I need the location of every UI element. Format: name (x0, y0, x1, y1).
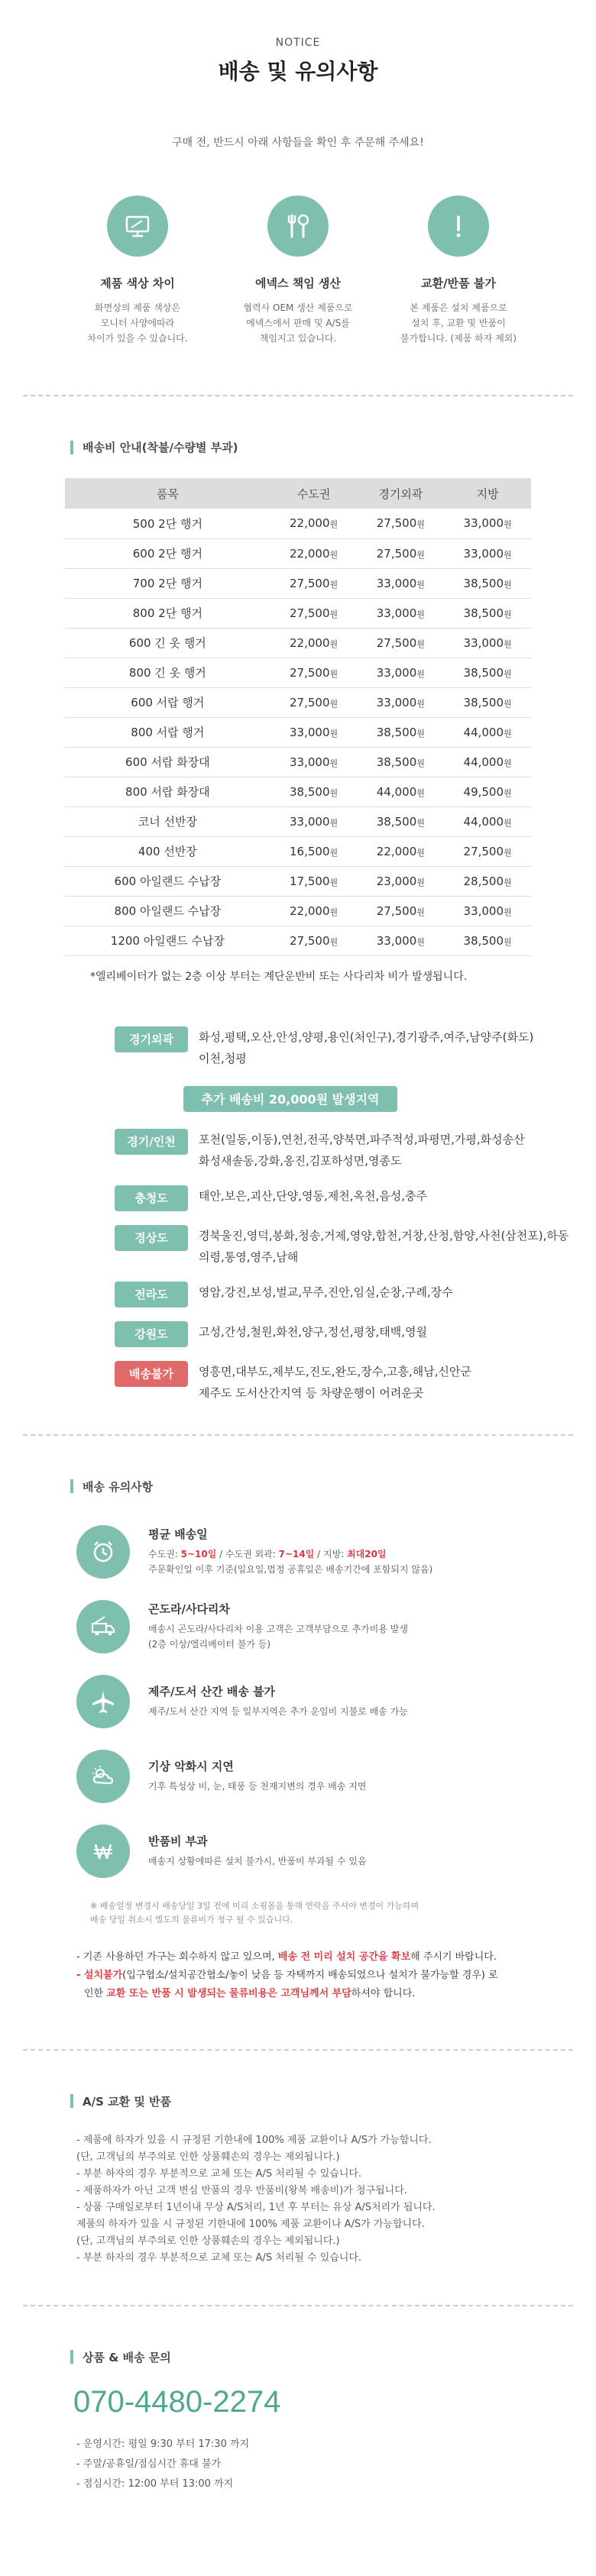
table-cell (65, 806, 270, 836)
cell-value: 600 서랍 행거 (131, 696, 205, 709)
phone-number[interactable]: 070-4480-2274 (73, 2384, 281, 2419)
page-subtitle: 구매 전, 반드시 아래 사항들을 확인 후 주문해 주세요! (172, 137, 424, 149)
desc-text: 주문확인일 이후 기준(일요일,법정 공휴일은 배송기간에 포함되지 않음) (148, 1564, 433, 1575)
cell-unit: 원 (416, 817, 425, 828)
caution-weather (76, 1750, 596, 1803)
cell-unit: 원 (504, 787, 512, 798)
cell-value: 700 2단 행거 (132, 577, 202, 590)
cell-value: 600 긴 옷 행거 (128, 636, 206, 650)
caution-title: 반품비 부과 (148, 1834, 208, 1848)
cell-value: 38,500 (376, 814, 417, 829)
title-bar (70, 2094, 73, 2108)
region-row (115, 1361, 573, 1404)
title-bar (70, 441, 73, 454)
cell-value: 16,500 (290, 844, 330, 858)
region-badge: 강원도 (115, 1321, 188, 1347)
as-line: 제품의 하자가 있을 시 규정된 기한내에 100% 제품 교환이나 A/S가 가능합니다. (76, 2218, 425, 2230)
caution-title: 기상 악화시 지연 (148, 1760, 234, 1773)
notice-header (0, 0, 596, 150)
airplane-icon (76, 1675, 130, 1728)
divider (23, 2305, 573, 2306)
cell-value: 22,000 (290, 516, 330, 531)
cell-unit: 원 (329, 638, 338, 649)
table-cell (270, 777, 358, 806)
as-line: - 제품하자가 아닌 고객 변심 반품의 경우 반품비(왕복 배송비)가 청구됩니다. (76, 2184, 407, 2196)
fee-section-title (70, 439, 596, 455)
cell-value: 38,500 (463, 665, 504, 680)
as-line: - 상품 구매일로부터 1년이내 무상 A/S처리, 1년 후 부터는 유상 A/S처리가 됩니다. (76, 2201, 436, 2213)
cell-unit: 원 (416, 758, 425, 768)
bullet-highlight: 배송 전 미리 설치 공간을 확보 (277, 1951, 411, 1963)
cell-value: 22,000 (290, 635, 330, 650)
region-row (115, 1321, 573, 1347)
table-row (65, 777, 531, 806)
table-cell (444, 509, 531, 538)
bullet-text: - 기존 사용하던 가구는 회수하지 않고 있으며, (76, 1951, 278, 1963)
table-cell (444, 747, 531, 777)
cell-value: 33,000 (376, 606, 417, 620)
cell-value: 27,500 (376, 546, 417, 561)
feature-desc: 본 제품은 설치 제품으로 설치 후, 교환 및 반품이 불가합니다. (제품 하자 제외) (400, 302, 517, 344)
cell-unit: 원 (504, 519, 512, 530)
feature-no-return (390, 196, 527, 346)
as-line: - 제품에 하자가 있을 시 규정된 기한내에 100% 제품 교환이나 A/S가 가능합니다. (76, 2134, 432, 2146)
cell-unit: 원 (416, 579, 425, 590)
caution-desc: 배송지 상황에따른 설치 불가시, 반품비 부과될 수 있음 (148, 1856, 367, 1867)
table-cell (357, 866, 444, 896)
cell-value: 49,500 (463, 784, 504, 799)
cell-value: 27,500 (290, 933, 330, 948)
cell-unit: 원 (329, 519, 338, 530)
as-section-title (70, 2093, 596, 2109)
region-text: 경북울진,영덕,봉화,청송,거제,영양,합천,거창,산청,함양,사천(삼천포),하동 의령,통영,영주,남해 (199, 1228, 569, 1264)
table-cell (270, 747, 358, 777)
cell-unit: 원 (504, 877, 512, 887)
contact-line: - 주말/공휴일/점심시간 휴대 불가 (76, 2458, 222, 2470)
table-cell (357, 777, 444, 806)
cell-unit: 원 (416, 877, 425, 887)
table-cell (65, 658, 270, 687)
table-cell (357, 896, 444, 926)
table-cell (357, 658, 444, 687)
bullet-highlight: - 설치불가 (76, 1969, 123, 1981)
cell-value: 27,500 (376, 635, 417, 650)
fee-section-title-text: 배송비 안내(착불/수량별 부과) (83, 441, 238, 454)
table-cell (357, 568, 444, 598)
table-row (65, 598, 531, 628)
cell-unit: 원 (504, 579, 512, 590)
bullet-text: (입구협소/설치공간협소/놓이 낮음 등 자택까지 배송되었으나 설치가 불가능할 경우) 로 (122, 1969, 498, 1981)
divider (23, 395, 573, 396)
cell-value: 44,000 (376, 784, 417, 799)
cell-unit: 원 (416, 638, 425, 649)
fee-table (65, 478, 531, 956)
table-cell (65, 598, 270, 628)
caution-section-title (70, 1479, 596, 1495)
cell-unit: 원 (504, 549, 512, 560)
cell-unit: 원 (329, 787, 338, 798)
cell-value: 600 아일랜드 수납장 (114, 874, 222, 888)
cell-value: 44,000 (463, 755, 504, 769)
cell-value: 38,500 (290, 784, 330, 799)
table-cell (357, 747, 444, 777)
cell-unit: 원 (329, 549, 338, 560)
cell-unit: 원 (416, 936, 425, 947)
cell-value: 800 서랍 행거 (131, 726, 205, 739)
table-cell (444, 806, 531, 836)
table-row (65, 717, 531, 747)
tools-icon (267, 196, 329, 257)
exclamation-icon (428, 196, 489, 257)
cell-value: 33,000 (376, 576, 417, 590)
cell-value: 33,000 (463, 546, 504, 561)
cell-value: 33,000 (463, 635, 504, 650)
cell-value: 38,500 (376, 725, 417, 739)
cell-value: 33,000 (376, 695, 417, 709)
cell-value: 38,500 (376, 755, 417, 769)
table-row (65, 568, 531, 598)
table-cell (444, 926, 531, 955)
table-cell (65, 896, 270, 926)
page-title: 배송 및 유의사항 (218, 59, 378, 84)
region-text: 포천(일동,이동),연천,전곡,양북면,파주적성,파평면,가평,화성송산 화성새솔동,강화,옹진,김포하성면,영종도 (199, 1132, 525, 1168)
cell-unit: 원 (504, 609, 512, 619)
cell-unit: 원 (504, 907, 512, 917)
table-cell (65, 836, 270, 866)
fee-note: *엘리베이터가 없는 2층 이상 부터는 계단운반비 또는 사다리차 비가 발생됩니다. (90, 970, 468, 983)
cell-value: 600 서랍 화장대 (125, 755, 210, 769)
cell-value: 28,500 (463, 874, 504, 888)
table-cell (65, 568, 270, 598)
bullet-highlight: 교환 또는 반품 시 발생되는 물류비용은 고객님께서 부담 (106, 1987, 351, 1999)
table-cell (65, 747, 270, 777)
cell-value: 800 아일랜드 수납장 (114, 904, 222, 918)
cell-value: 33,000 (290, 814, 330, 829)
cell-unit: 원 (329, 579, 338, 590)
days-capital: 5~10일 (180, 1549, 217, 1559)
caution-desc (148, 1547, 432, 1577)
as-line: (단, 고객님의 부주의로 인한 상품훼손의 경우는 제외됩니다.) (76, 2235, 340, 2247)
caution-title: 곤도라/사다리차 (148, 1602, 230, 1616)
cell-unit: 원 (416, 907, 425, 917)
caution-list (76, 1525, 596, 1878)
table-cell (65, 717, 270, 747)
cell-value: 33,000 (463, 516, 504, 531)
table-cell (270, 538, 358, 568)
table-cell (270, 509, 358, 538)
fee-column-header: 품목 (65, 478, 270, 509)
notice-label: NOTICE (275, 37, 321, 49)
feature-desc: 화면상의 제품 색상은 모니터 사양에따라 차이가 있을 수 있습니다. (87, 302, 188, 344)
contact-line: - 점심시간: 12:00 부터 13:00 까지 (76, 2477, 234, 2490)
table-row (65, 658, 531, 687)
caution-section-title-text: 배송 유의사항 (83, 1479, 154, 1494)
monitor-icon (107, 196, 168, 257)
caution-return-fee (76, 1825, 596, 1878)
cell-unit: 원 (416, 519, 425, 530)
as-line: - 부분 하자의 경우 부분적으로 교체 또는 A/S 처리될 수 있습니다. (76, 2251, 362, 2264)
region-badge: 경기/인천 (115, 1129, 188, 1155)
cell-value: 38,500 (463, 933, 504, 948)
cell-value: 27,500 (290, 695, 330, 709)
extra-fee-badge: 추가 배송비 20,000원 발생지역 (183, 1086, 397, 1112)
caution-desc: 배송시 곤도라/사다리차 이용 고객은 고객부담으로 추가비용 발생 (2층 이상/엘리베이터 불가 등) (148, 1624, 408, 1650)
cell-unit: 원 (329, 907, 338, 917)
cell-unit: 원 (416, 668, 425, 679)
table-row (65, 836, 531, 866)
cell-unit: 원 (416, 787, 425, 798)
table-cell (444, 836, 531, 866)
feature-list (0, 196, 596, 346)
fee-column-header: 지방 (444, 478, 531, 509)
feature-color (69, 196, 206, 346)
cell-unit: 원 (504, 668, 512, 679)
region-text: 화성,평택,오산,안성,양평,용인(처인구),경기광주,여주,남양주(화도) 이천,청평 (199, 1029, 534, 1065)
table-cell (65, 777, 270, 806)
feature-title: 제품 색상 차이 (100, 276, 175, 290)
bullet-text: 인한 (84, 1987, 107, 1999)
cell-unit: 원 (416, 847, 425, 858)
table-cell (270, 806, 358, 836)
contact-section-title (70, 2349, 596, 2365)
table-cell (357, 836, 444, 866)
cell-unit: 원 (416, 549, 425, 560)
table-cell (357, 509, 444, 538)
caution-delivery-days (76, 1525, 596, 1579)
table-cell (357, 538, 444, 568)
cell-value: 17,500 (290, 874, 330, 888)
caution-title: 제주/도서 산간 배송 불가 (148, 1685, 276, 1698)
as-list (76, 2132, 596, 2267)
table-cell (65, 926, 270, 955)
fee-column-header: 수도권 (270, 478, 358, 509)
table-cell (270, 926, 358, 955)
table-cell (444, 628, 531, 658)
cell-value: 1200 아일랜드 수납장 (110, 934, 225, 948)
cell-value: 27,500 (290, 576, 330, 590)
table-cell (444, 538, 531, 568)
table-cell (65, 866, 270, 896)
region-text: 태안,보은,괴산,단양,영동,제천,옥천,음성,충주 (199, 1188, 427, 1203)
table-row (65, 628, 531, 658)
feature-title: 교환/반품 불가 (421, 276, 496, 290)
region-badge: 경기외곽 (115, 1026, 188, 1052)
cell-unit: 원 (329, 877, 338, 887)
table-cell (65, 509, 270, 538)
fee-column-header: 경기외곽 (357, 478, 444, 509)
table-cell (65, 628, 270, 658)
table-cell (65, 538, 270, 568)
table-cell (357, 926, 444, 955)
days-outer: 7~14일 (278, 1549, 315, 1559)
region-badge: 충청도 (115, 1185, 188, 1211)
title-bar (70, 2350, 73, 2364)
cell-unit: 원 (329, 609, 338, 619)
feature-desc: 협력사 OEM 생산 제품으로 에넥스에서 판매 및 A/S를 책임지고 있습니다. (243, 302, 353, 344)
cell-value: 33,000 (290, 725, 330, 739)
region-row (115, 1282, 573, 1307)
truck-icon (76, 1600, 130, 1653)
divider (23, 2049, 573, 2051)
table-cell (444, 896, 531, 926)
cell-value: 33,000 (290, 755, 330, 769)
region-text: 고성,간성,철원,화천,양구,정선,평창,태백,영월 (199, 1324, 427, 1339)
table-cell (65, 687, 270, 717)
cell-unit: 원 (504, 758, 512, 768)
bullet-item (76, 1985, 596, 2003)
divider (23, 1434, 573, 1436)
table-cell (270, 687, 358, 717)
region-text: 영흥면,대부도,제부도,진도,완도,장수,고흥,해남,신안군 제주도 도서산간지역 등 차량운행이 어려운곳 (199, 1364, 471, 1400)
bullet-text: 하셔야 합니다. (351, 1987, 416, 1999)
cell-value: 38,500 (463, 606, 504, 620)
table-cell (270, 568, 358, 598)
cell-value: 800 2단 행거 (132, 606, 202, 620)
cell-unit: 원 (504, 936, 512, 947)
cell-value: 44,000 (463, 814, 504, 829)
table-row (65, 806, 531, 836)
cell-unit: 원 (504, 698, 512, 709)
cell-value: 33,000 (376, 665, 417, 680)
cell-value: 27,500 (290, 665, 330, 680)
cell-unit: 원 (416, 698, 425, 709)
table-row (65, 896, 531, 926)
cell-value: 22,000 (290, 903, 330, 918)
caution-island (76, 1675, 596, 1728)
cell-unit: 원 (504, 817, 512, 828)
cell-value: 33,000 (376, 933, 417, 948)
cell-unit: 원 (329, 698, 338, 709)
table-cell (270, 896, 358, 926)
region-text: 영암,강진,보성,벌교,무주,진안,임실,순창,구례,장수 (199, 1285, 453, 1299)
cell-value: 400 선반장 (138, 845, 197, 858)
cell-value: 33,000 (463, 903, 504, 918)
table-cell (270, 598, 358, 628)
table-row (65, 509, 531, 538)
cell-unit: 원 (504, 847, 512, 858)
table-cell (444, 568, 531, 598)
table-cell (270, 866, 358, 896)
table-cell (270, 717, 358, 747)
cell-value: 코너 선반장 (138, 815, 197, 829)
region-row (115, 1225, 573, 1268)
table-row (65, 926, 531, 955)
cell-unit: 원 (329, 758, 338, 768)
cell-value: 38,500 (463, 695, 504, 709)
region-badge: 배송불가 (115, 1361, 188, 1387)
cell-value: 27,500 (290, 606, 330, 620)
table-cell (357, 717, 444, 747)
cell-unit: 원 (416, 728, 425, 739)
table-row (65, 538, 531, 568)
table-cell (270, 628, 358, 658)
cell-value: 38,500 (463, 576, 504, 590)
table-cell (270, 658, 358, 687)
cell-unit: 원 (329, 728, 338, 739)
schedule-note: ※ 배송일정 변경시 배송당일 3일 전에 미리 소핑몰을 통해 연락을 주셔야 변경이 가능하며 배송 당일 취소시 별도의 물류비가 청구 될 수 있습니다. (90, 1900, 419, 1925)
table-cell (357, 687, 444, 717)
region-list (115, 1026, 573, 1404)
bullet-item (76, 1948, 596, 1967)
title-bar (70, 1479, 73, 1493)
cell-value: 27,500 (463, 844, 504, 858)
contact-hours (76, 2435, 596, 2494)
table-row (65, 866, 531, 896)
cell-unit: 원 (329, 817, 338, 828)
cell-value: 600 2단 행거 (132, 547, 202, 561)
weather-icon (76, 1750, 130, 1803)
cell-unit: 원 (329, 936, 338, 947)
region-outer (115, 1026, 573, 1069)
cell-unit: 원 (329, 847, 338, 858)
cell-value: 500 2단 행거 (132, 516, 202, 531)
caution-desc: 제주/도서 산간 지역 등 일부지역은 추가 운임비 지불로 배송 가능 (148, 1706, 408, 1717)
desc-text: / 지방: (314, 1549, 348, 1559)
cell-value: 800 긴 옷 행거 (128, 666, 206, 680)
caution-bullets (76, 1948, 596, 2003)
feature-production (229, 196, 367, 346)
cell-value: 27,500 (376, 903, 417, 918)
cell-value: 22,000 (376, 844, 417, 858)
bullet-text: 해 주시기 바랍니다. (410, 1951, 497, 1963)
caution-desc: 기후 특성상 비, 눈, 태풍 등 천재지변의 경우 배송 지연 (148, 1781, 367, 1792)
cell-unit: 원 (329, 668, 338, 679)
contact-section-title-text: 상품 & 배송 문의 (83, 2350, 171, 2364)
table-cell (444, 717, 531, 747)
table-cell (444, 687, 531, 717)
region-badge: 경상도 (115, 1225, 188, 1251)
region-badge: 전라도 (115, 1282, 188, 1307)
cell-value: 27,500 (376, 516, 417, 531)
table-cell (444, 598, 531, 628)
desc-text: / 수도권 외곽: (216, 1549, 279, 1559)
cell-unit: 원 (504, 638, 512, 649)
table-cell (270, 836, 358, 866)
region-row (115, 1185, 573, 1211)
cell-value: 23,000 (376, 874, 417, 888)
table-cell (357, 806, 444, 836)
clock-icon (76, 1525, 130, 1579)
days-local: 최대20일 (347, 1549, 387, 1559)
caution-ladder (76, 1600, 596, 1653)
cell-value: 22,000 (290, 546, 330, 561)
won-icon (76, 1825, 130, 1878)
table-row (65, 747, 531, 777)
cell-value: 44,000 (463, 725, 504, 739)
region-row (115, 1129, 573, 1172)
table-cell (357, 628, 444, 658)
as-line: - 부분 하자의 경우 부분적으로 교체 또는 A/S 처리될 수 있습니다. (76, 2167, 362, 2180)
contact-line: - 운영시간: 평일 9:30 부터 17:30 까지 (76, 2438, 250, 2450)
feature-title: 에넥스 책임 생산 (255, 276, 341, 290)
desc-text: 수도권: (148, 1549, 181, 1559)
table-cell (444, 866, 531, 896)
as-line: (단, 고객님의 부주의로 인한 상품훼손의 경우는 제외됩니다.) (76, 2151, 340, 2163)
as-section-title-text: A/S 교환 및 반품 (83, 2094, 172, 2109)
table-cell (357, 598, 444, 628)
bullet-item (76, 1967, 596, 1985)
cell-unit: 원 (504, 728, 512, 739)
table-cell (444, 777, 531, 806)
cell-unit: 원 (416, 609, 425, 619)
table-row (65, 687, 531, 717)
cell-value: 800 서랍 화장대 (125, 785, 210, 799)
caution-title: 평균 배송일 (148, 1527, 208, 1541)
table-cell (444, 658, 531, 687)
